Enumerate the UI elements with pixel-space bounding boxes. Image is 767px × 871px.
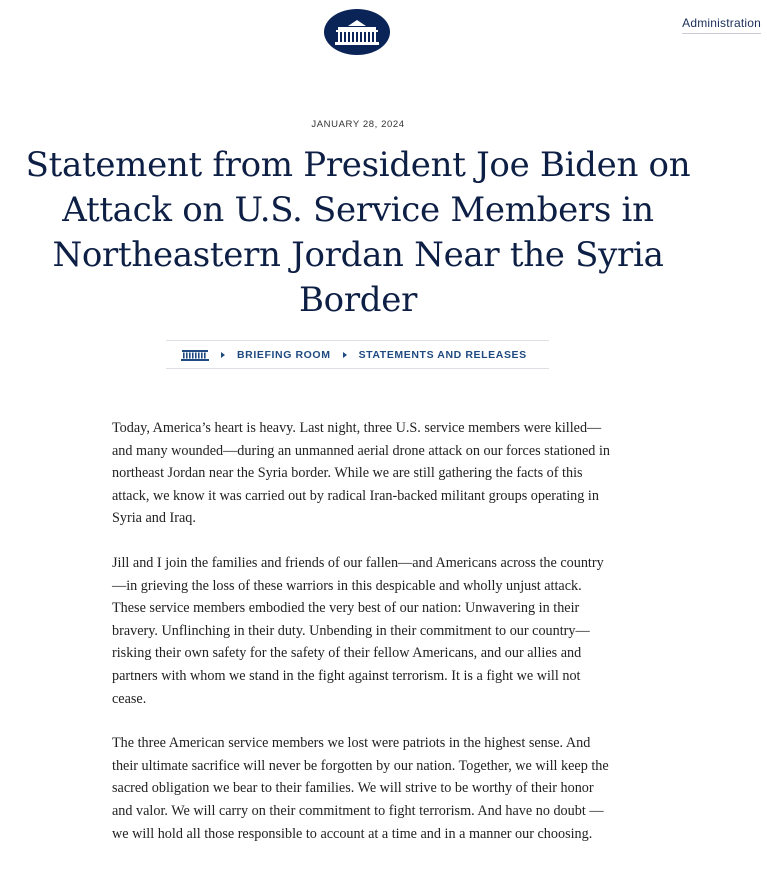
breadcrumb-briefing-room[interactable]: BRIEFING ROOM (237, 348, 331, 361)
article-date: JANUARY 28, 2024 (311, 119, 405, 130)
article-paragraph: Today, America’s heart is heavy. Last night, three U.S. service members were killed—and many wounded—during an unmanned aerial drone attack on our forces stationed in northeast Jordan near the Syria border. While we are still gathering the facts of this attack, we know it was carried out by radical Iran-backed militant groups operating in Syria and Iraq. (112, 420, 610, 527)
site-header (0, 0, 767, 70)
article-paragraph: Jill and I join the families and friends of our fallen—and Americans across the country—in grieving the loss of these warriors in this despicable and wholly unjust attack. These service members embodied the very best of our nation: Unwavering in their bravery. Unflinching in their duty. Unbending in their commitment to our country— risking their own safety for the safety of their fellow Americans, and our allies and partners with whom we stand in the fight against terrorism. It is a fight we will not cease. (112, 554, 604, 707)
administration-link[interactable]: Administration (682, 16, 761, 34)
white-house-icon[interactable] (181, 349, 209, 361)
white-house-seal-icon[interactable] (324, 9, 390, 55)
breadcrumb-statements-and-releases[interactable]: STATEMENTS AND RELEASES (358, 348, 527, 361)
chevron-right-icon (343, 352, 347, 358)
article-body (112, 417, 612, 867)
breadcrumb (166, 340, 549, 369)
article-paragraph: The three American service members we lost were patriots in the highest sense. And their ultimate sacrifice will never be forgotten by our nation. Together, we will keep the sacred obligation we bear to their families. We will strive to be worthy of their honor and valor. We will carry on their commitment to fight terrorism. And have no doubt — we will hold all those responsible to account at a time and in a manner our choosing. (112, 735, 609, 842)
page-title: Statement from President Joe Biden on Attack on U.S. Service Members in Northeastern Jordan Near the Syria Border (25, 145, 691, 320)
chevron-right-icon (221, 352, 225, 358)
